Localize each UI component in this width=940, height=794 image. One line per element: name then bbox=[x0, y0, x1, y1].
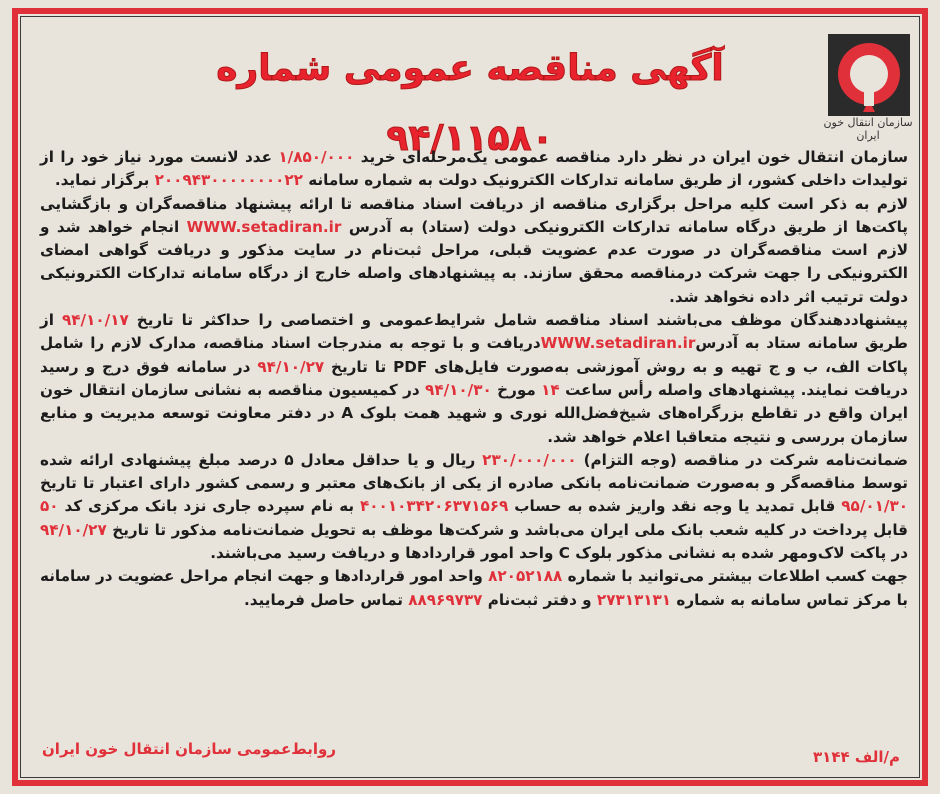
blood-drop-ring-icon bbox=[824, 30, 914, 120]
paragraph-process bbox=[40, 193, 908, 309]
text-span: انجام خواهد شد و لازم است مناقصه‌گران در صورت عدم عضویت قبلی، مراحل ثبت‌نام در سایت مذکور و دریافت گواهی امضای الکترونیکی را جهت شرکت درمناقصه محقق سازند. به پیشنهادهای واصله خارج از درگاه سامانه تدارکات الکترونیکی دولت ترتیب اثر داده نخواهد شد. bbox=[40, 217, 908, 306]
validity-date: ۹۵/۰۱/۳۰ bbox=[841, 497, 908, 516]
text-span: واحد امور قراردادها و جهت انجام مراحل عضویت در سامانه با مرکز تماس سامانه به شماره bbox=[40, 567, 908, 609]
deadline-date: ۹۴/۱۰/۱۷ bbox=[62, 311, 129, 330]
footer-code: م/الف ۳۱۴۴ bbox=[813, 748, 900, 766]
text-span: از طریق سامانه ستاد به آدرس bbox=[40, 311, 908, 353]
text-span: در کمیسیون مناقصه به نشانی سازمان انتقال خون ایران واقع در تقاطع بزرگراه‌های شیخ‌فضل‌الله نوری و شهید همت بلوک A در دفتر معاونت توسعه مدیریت و منابع سازمان بررسی و نتیجه متعاقبا اعلام خواهد شد. bbox=[40, 380, 908, 446]
text-span: ریال و یا حداقل معادل ۵ درصد مبلغ پیشنهادی ارائه شده توسط مناقصه‌گر و به‌صورت ضمانت‌نامه بانکی صادره از یکی از بانک‌های معتبر و رسمی کشور دارای اعتبار تا تاریخ bbox=[40, 450, 908, 493]
opening-date: ۹۴/۱۰/۳۰ bbox=[425, 380, 492, 399]
opening-hour: ۱۴ bbox=[541, 380, 560, 399]
page-title: آگهی مناقصه عمومی شماره ۹۴/۱۱۵۸۰ bbox=[216, 48, 724, 159]
text-span: در پاکت لاک‌ومهر شده به نشانی مذکور بلوک C واحد امور قراردادها و دریافت رسید می‌باشند. bbox=[210, 544, 908, 563]
paragraph-contact bbox=[40, 565, 908, 612]
paragraph-guarantee bbox=[40, 449, 908, 565]
text-span: لازم به ذکر است کلیه مراحل برگزاری مناقصه از دریافت اسناد مناقصه تا ارائه پیشنهاد مناقصه‌گران و بازگشایی پاکت‌ها از طریق درگاه سامانه تدارکات الکترونیکی دولت (ستاد) به آدرس bbox=[40, 194, 908, 236]
setad-link[interactable]: WWW.setadiran.ir bbox=[540, 334, 696, 353]
setad-link[interactable]: WWW.setadiran.ir bbox=[186, 217, 342, 236]
phone-call-center: ۲۷۳۱۳۱۳۱ bbox=[596, 590, 672, 609]
paragraph-documents bbox=[40, 309, 908, 449]
branch-code: ۵۰ bbox=[40, 497, 59, 516]
text-span: عدد لانست مورد نیاز خود را از تولیدات داخلی کشور، از طریق سامانه تدارکات الکترونیک دولت به شماره سامانه bbox=[40, 148, 908, 190]
text-span: ضمانت‌نامه شرکت در مناقصه (وجه التزام) bbox=[576, 450, 908, 469]
logo-caption: سازمان انتقال خون ایران bbox=[823, 116, 913, 142]
text-span: دریافت و با توجه به مندرجات اسناد مناقصه، مدارک لازم را شامل پاکات الف، ب و ج تهیه و به روش آموزشی به‌صورت فایل‌های PDF تا تاریخ bbox=[40, 334, 908, 376]
paragraph-tender bbox=[40, 146, 908, 193]
text-span: تماس حاصل فرمایید. bbox=[244, 590, 409, 609]
system-code: ۲۰۰۹۴۳۰۰۰۰۰۰۰۰۲۲ bbox=[154, 171, 303, 190]
text-span: قابل پرداخت در کلیه شعب بانک ملی ایران می‌باشد و شرکت‌ها موظف به تحویل ضمانت‌نامه مذکور تا تاریخ bbox=[106, 520, 908, 539]
text-span: در سامانه فوق درج و رسید دریافت نمایند. پیشنهادهای واصله رأس ساعت bbox=[40, 357, 908, 399]
phone-contracts: ۸۲۰۵۲۱۸۸ bbox=[488, 567, 563, 586]
text-span: جهت کسب اطلاعات بیشتر می‌توانید با شماره bbox=[562, 567, 908, 586]
delivery-date: ۹۴/۱۰/۲۷ bbox=[40, 520, 107, 539]
footer-signature: روابط‌عمومی سازمان انتقال خون ایران bbox=[42, 740, 337, 758]
text-span: سازمان انتقال خون ایران در نظر دارد مناقصه عمومی یک‌مرحله‌ای خرید bbox=[354, 148, 909, 166]
account-number: ۴۰۰۱۰۳۴۲۰۶۳۷۱۵۶۹ bbox=[360, 497, 509, 516]
text-span: و دفتر ثبت‌نام bbox=[482, 590, 597, 609]
text-span: قابل تمدید یا وجه نقد واریز شده به حساب bbox=[508, 497, 842, 516]
guarantee-amount: ۲۳۰/۰۰۰/۰۰۰ bbox=[482, 450, 577, 469]
text-span: برگزار نماید. bbox=[54, 171, 155, 190]
submission-date: ۹۴/۱۰/۲۷ bbox=[257, 357, 325, 376]
text-span: مورخ bbox=[491, 380, 542, 399]
quantity-value: ۱/۸۵۰/۰۰۰ bbox=[278, 148, 355, 166]
text-span: پیشنهاددهندگان موظف می‌باشند اسناد مناقصه شامل شرایط‌عمومی و اختصاصی را حداکثر تا تاریخ bbox=[128, 311, 909, 330]
announcement-body bbox=[40, 146, 908, 612]
phone-registration: ۸۸۹۶۹۷۳۷ bbox=[408, 590, 483, 609]
text-span: به نام سپرده جاری نزد بانک مرکزی کد bbox=[58, 497, 361, 516]
